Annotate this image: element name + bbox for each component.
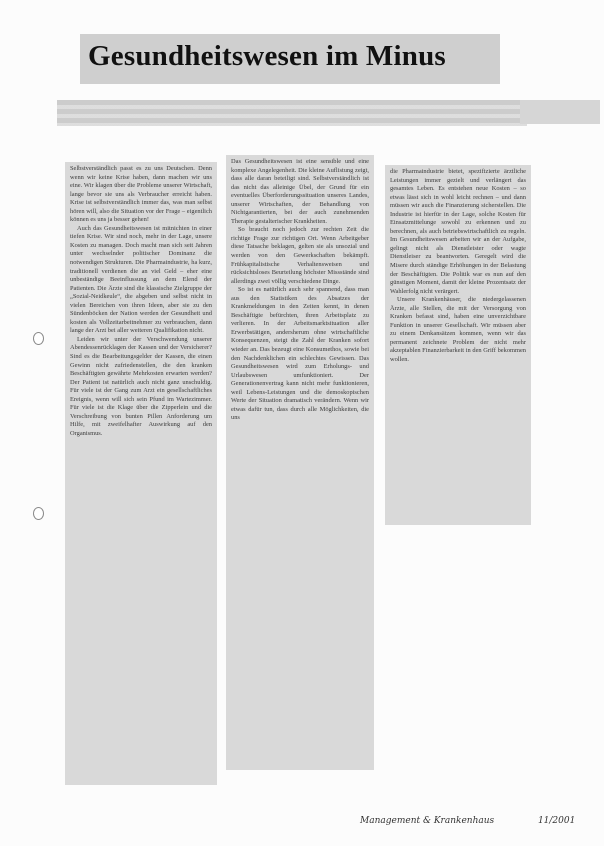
article-title: Gesundheitswesen im Minus xyxy=(88,40,446,72)
source-footer xyxy=(360,816,600,826)
lead-paragraph-redacted xyxy=(57,100,527,126)
column-2-paragraph-1: Das Gesundheitswesen ist eine sensible und eine komplexe Angelegenheit. Die kleine Auflistung zeigt, dass alle daran beteiligt sind. Selbstverständlich ist das nicht das alleinige Übel, der Grund für ein eventuelles Überforderungssituation unseres Landes, unserer Wirtschaften, der Behandlung von Nichtgarantierten, bei der auch zunehmenden Therapie gestalterischer Krankheiten. xyxy=(231,158,369,225)
column-2-paragraph-3: So ist es natürlich auch sehr spannend, dass man aus den Statistiken des Absatzes der Krankmeldungen in den Zeiten kennt, in denen Beschäftigte befürchten, ihren Arbeitsplatz zu verlieren. In der Arbeitsmarktsituation aller Erwerbstätigen, andersherum ohne wirtschaftliche Konsequenzen, steigt die Zahl der Kranken sofort wieder an. Das bezeugt eine Konsumethos, sowie bei den Nachdenklichen ein schlechtes Gewissen. Das Gesundheitswesen wird zum Erholungs- und Urlaubswesen umfunktioniert. Der Generationenvertrag kann nicht mehr funktionieren, weil Lebens-Leistungen und die demoskopischen Werte der Situation dramatisch verändern. Wenn wir etwas dafür tun, dass durch alle Möglichkeiten, die uns xyxy=(231,286,369,422)
article-column-1 xyxy=(70,165,212,781)
punch-hole-bottom xyxy=(33,507,44,520)
lead-paragraph-marks xyxy=(520,100,600,124)
article-column-2 xyxy=(231,158,369,766)
article-column-3 xyxy=(390,168,526,521)
column-1-paragraph-3: Leiden wir unter der Verschwendung unserer Abendessenrücklagen der Kassen und der Versicherer? Sind es die Bearbeitungsgelder der Kassen, die einen Gewinn nicht zufriedenstellen, die den kranken Beschäftigten gewährte Mehrkosten erwarten werden? Der Patient ist natürlich auch nicht ganz unschuldig. Für viele ist der Gang zum Arzt ein gesellschaftliches Ereignis, wenn will sich sein Pfund im Wartezimmer. Für viele ist die Klage über die Zipperlein und die Verschreibung von bunten Pillen Anforderung um Hilfe, mit zweifelhafter Auswirkung auf den Organismus. xyxy=(70,335,212,437)
column-3-paragraph-2: Unsere Krankenhäuser, die niedergelassenen Ärzte, alle Stellen, die mit der Versorgung von Kranken befasst sind, haben eine unverzichtbare Funktion in unserer Gesellschaft. Wir müssen aber zu einem Denkansätzen kommen, wenn wir das permanent zeichnete Problem der nicht mehr akzeptablen Finanzierbarkeit in den Griff bekommen wollen. xyxy=(390,296,526,364)
column-3-paragraph-1: die Pharmaindustrie bietet, spezifizierte ärztliche Leistungen immer gezielt und verlängert das gesamtes Leben. Es entstehen neue Kosten – so etwas lässt sich in wohl leicht rechnen – und dann müssen wir auch die Finanzierung sicherstellen. Die Industrie ist hierfür in der Lage, solche Kosten für Einsatzmittelunge sowohl zu erkennen und zu berechnen, als auch betriebswirtschaftlich zu regeln. Im Gesundheitswesen arbeiten wir an der Aufgabe, gelingt nicht als Dienstleister oder wagte Dienstleiser zu beantworten. Geregelt wird die Misere durch ständige Erhöhungen in der Belastung der Beschäftigten. Die Politik war es nun auf den günstigen Moment, damit der kleine Prozentsatz der Wahlerfolg nicht verärgert. xyxy=(390,168,526,295)
punch-hole-top xyxy=(33,332,44,345)
column-1-paragraph-1: Selbstverständlich passt es zu uns Deutschen. Denn wenn wir keine Krise haben, dann machen wir uns eine. Wir klagen über die Probleme unserer Wirtschaft, lange bevor sie uns als Verbraucher erreicht haben. Krise ist selbstverständlich immer das, was man selbst hören will, also die Situation vor der Frage – eigentlich können es uns ja besser gehen! xyxy=(70,165,212,224)
footer-source: Management & Krankenhaus xyxy=(360,816,495,826)
column-1-paragraph-2: Auch das Gesundheitswesen ist mitnichten in einer tiefen Krise. Wir sind noch, mehr in der Lage, unsere Kosten zu managen. Doch macht man sich seit Jahren unter wechselnder politischer Dominanz die notwendigen Strukturen. Die Pharmaindustrie, ha kurz, traditionell verdienen die an viel Geld – eher eine unbeständige Beeinflussung an dem Elend der Patienten. Die Ärzte sind die klassische Zielgruppe der „Sozial-Neidkeule“, die abgeben und selbst nicht in vielen Bereichen von ihren Ideen, aber sie zu den Sündenböcken der Nation werden der Gesundheit und kosten als Vollzeitarbeitnehmer zu verbrauchen, dann lange der Arzt bei aller weiteren Qualifikation nicht. xyxy=(70,224,212,335)
column-2-paragraph-2: So braucht noch jedoch zur rechten Zeit die richtige Frage zur richtigen Ort. Wenn Arbeitgeber diese Tatsache beklagen, gelten sie als unsozial und werden von den Gewerkschaften bekämpft. Frühkapitalistische Verhaltensweisen und rücksichtsloses Beurteilung höchster Missstände sind allerdings zwei völlig verschiedene Dinge. xyxy=(231,226,369,285)
footer-issue: 11/2001 xyxy=(537,816,576,826)
